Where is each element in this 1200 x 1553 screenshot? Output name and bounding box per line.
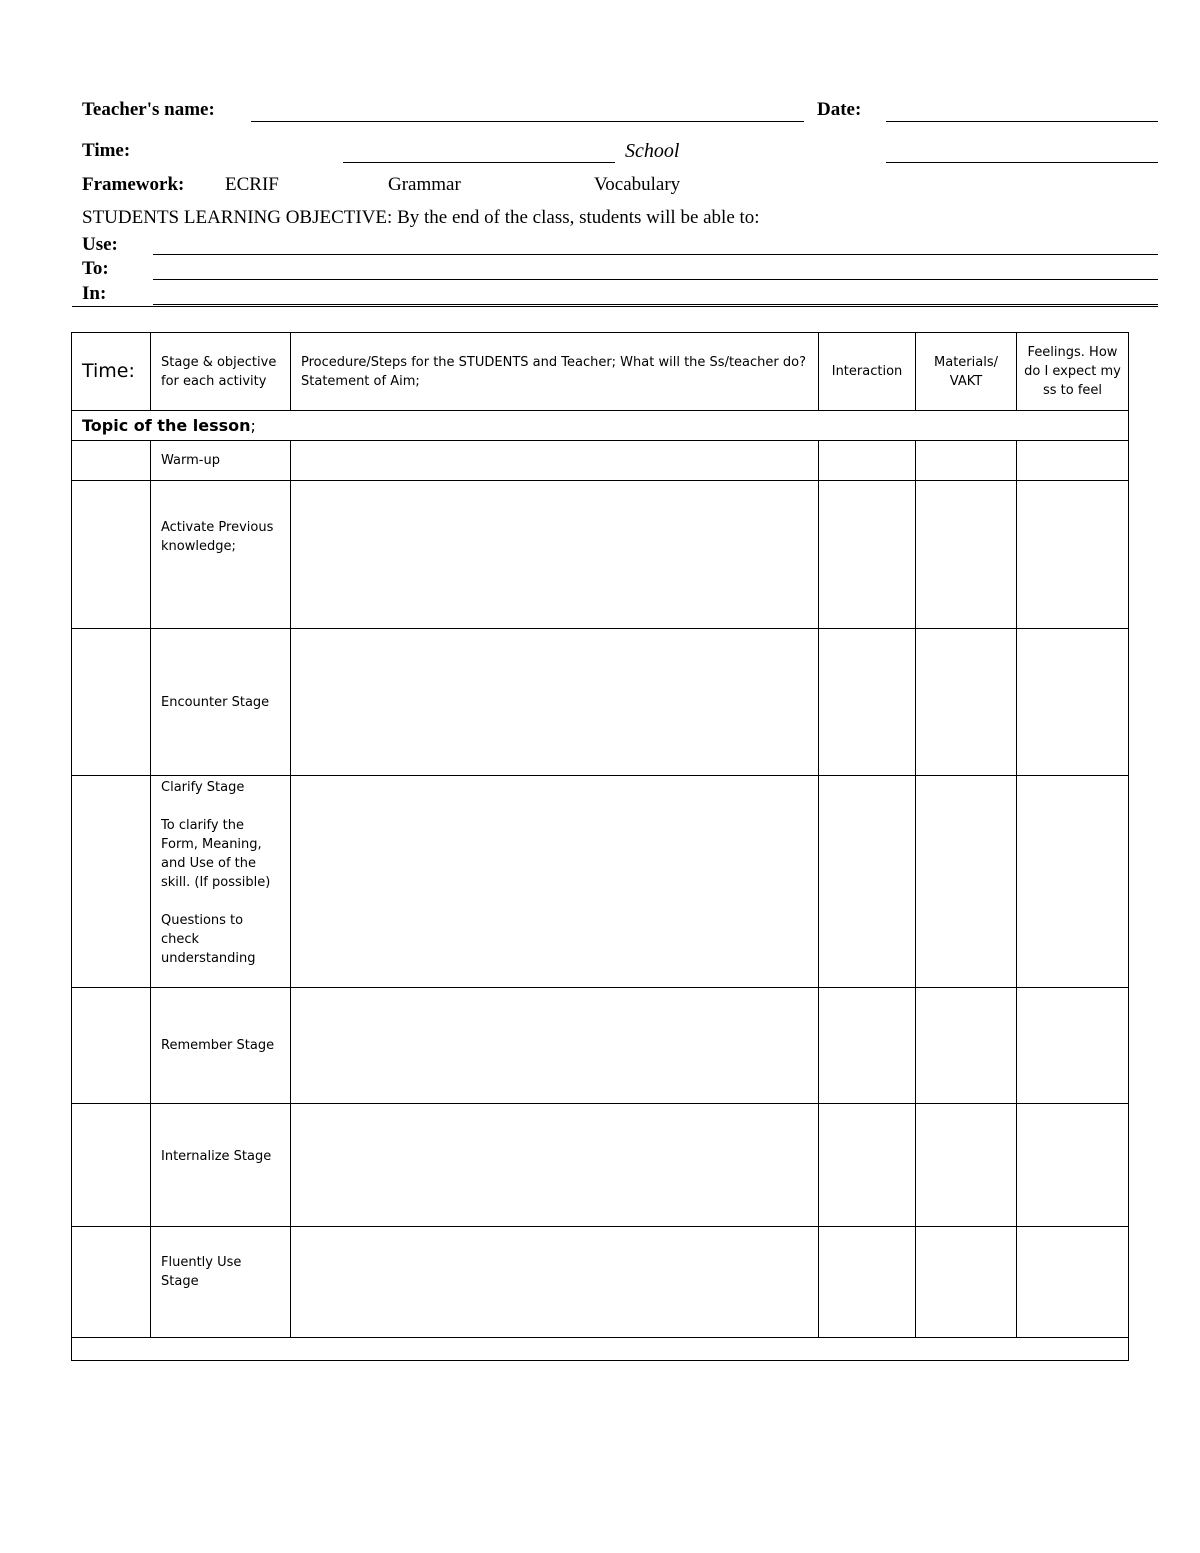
stage-remember: Remember Stage	[151, 988, 291, 1104]
feelings-cell[interactable]	[1017, 1104, 1129, 1227]
procedure-cell[interactable]	[291, 1227, 819, 1338]
procedure-cell[interactable]	[291, 1104, 819, 1227]
interaction-cell[interactable]	[819, 481, 916, 629]
statement-of-aim-text: Statement of Aim;	[301, 373, 420, 389]
topic-label: Topic of the lesson	[82, 416, 251, 435]
framework-option-grammar[interactable]: Grammar	[388, 174, 461, 195]
procedure-cell[interactable]	[291, 776, 819, 988]
materials-cell[interactable]	[916, 481, 1017, 629]
feelings-cell[interactable]	[1017, 1227, 1129, 1338]
materials-cell[interactable]	[916, 988, 1017, 1104]
time-cell[interactable]	[72, 1227, 151, 1338]
footer-cell[interactable]	[72, 1338, 1129, 1361]
stage-clarify-title: Clarify Stage	[161, 780, 245, 795]
procedure-header-text: Procedure/Steps for the STUDENTS and Teacher; What will the Ss/teacher do?	[301, 354, 806, 370]
feelings-cell[interactable]	[1017, 629, 1129, 776]
topic-row	[72, 411, 1129, 441]
materials-cell[interactable]	[916, 441, 1017, 481]
time-cell[interactable]	[72, 629, 151, 776]
stage-encounter: Encounter Stage	[151, 629, 291, 776]
stage-fluently-use: Fluently Use Stage	[151, 1227, 291, 1338]
time-cell[interactable]	[72, 441, 151, 481]
procedure-cell[interactable]	[291, 481, 819, 629]
stage-warmup: Warm-up	[151, 441, 291, 481]
time-cell[interactable]	[72, 481, 151, 629]
topic-cell[interactable]	[72, 411, 1129, 441]
time-cell[interactable]	[72, 776, 151, 988]
procedure-cell[interactable]	[291, 988, 819, 1104]
framework-label: Framework:	[82, 174, 185, 195]
date-label: Date:	[817, 99, 862, 120]
stage-internalize: Internalize Stage	[151, 1104, 291, 1227]
table-row	[72, 481, 1129, 629]
interaction-cell[interactable]	[819, 988, 916, 1104]
stage-clarify-questions: Questions to check understanding	[161, 913, 256, 966]
stage-activate-text: Activate Previous knowledge;	[161, 519, 274, 554]
interaction-cell[interactable]	[819, 1104, 916, 1227]
table-header-row	[72, 333, 1129, 411]
interaction-cell[interactable]	[819, 629, 916, 776]
table-footer-row	[72, 1338, 1129, 1361]
feelings-cell[interactable]	[1017, 441, 1129, 481]
learning-objective: STUDENTS LEARNING OBJECTIVE: By the end of the class, students will be able to:	[82, 207, 760, 228]
in-field[interactable]	[153, 304, 1158, 305]
interaction-cell[interactable]	[819, 441, 916, 481]
stage-activate-previous-knowledge	[151, 481, 291, 629]
in-label: In:	[82, 283, 107, 304]
interaction-cell[interactable]	[819, 776, 916, 988]
feelings-cell[interactable]	[1017, 481, 1129, 629]
use-field[interactable]	[153, 254, 1158, 255]
table-row	[72, 776, 1129, 988]
table-row	[72, 629, 1129, 776]
time-column-header: Time:	[72, 333, 151, 411]
table-row	[72, 988, 1129, 1104]
time-cell[interactable]	[72, 1104, 151, 1227]
time-cell[interactable]	[72, 988, 151, 1104]
framework-option-vocabulary[interactable]: Vocabulary	[594, 174, 681, 195]
table-row	[72, 1104, 1129, 1227]
topic-colon: ;	[250, 416, 256, 435]
materials-cell[interactable]	[916, 1104, 1017, 1227]
materials-column-header: Materials/ VAKT	[916, 333, 1017, 411]
framework-option-ecrif[interactable]: ECRIF	[225, 174, 279, 195]
materials-cell[interactable]	[916, 629, 1017, 776]
school-label: School	[625, 140, 680, 162]
date-field[interactable]	[886, 121, 1158, 122]
feelings-column-header: Feelings. How do I expect my ss to feel	[1017, 333, 1129, 411]
interaction-column-header: Interaction	[819, 333, 916, 411]
interaction-cell[interactable]	[819, 1227, 916, 1338]
table-row	[72, 441, 1129, 481]
teacher-name-label: Teacher's name:	[82, 99, 215, 120]
feelings-cell[interactable]	[1017, 988, 1129, 1104]
school-field[interactable]	[886, 162, 1158, 163]
stage-column-header: Stage & objective for each activity	[151, 333, 291, 411]
stage-clarify-description: To clarify the Form, Meaning, and Use of the skill. (If possible)	[161, 818, 271, 890]
to-field[interactable]	[153, 279, 1158, 280]
use-label: Use:	[82, 234, 118, 255]
materials-cell[interactable]	[916, 776, 1017, 988]
time-label: Time:	[82, 140, 131, 161]
feelings-cell[interactable]	[1017, 776, 1129, 988]
to-label: To:	[82, 258, 109, 279]
materials-cell[interactable]	[916, 1227, 1017, 1338]
teacher-name-field[interactable]	[251, 121, 804, 122]
procedure-column-header	[291, 333, 819, 411]
time-field[interactable]	[343, 162, 615, 163]
table-row	[72, 1227, 1129, 1338]
header-divider	[72, 306, 1158, 307]
procedure-cell[interactable]	[291, 629, 819, 776]
stage-clarify	[151, 776, 291, 988]
lesson-plan-table	[71, 332, 1129, 1361]
procedure-cell[interactable]	[291, 441, 819, 481]
